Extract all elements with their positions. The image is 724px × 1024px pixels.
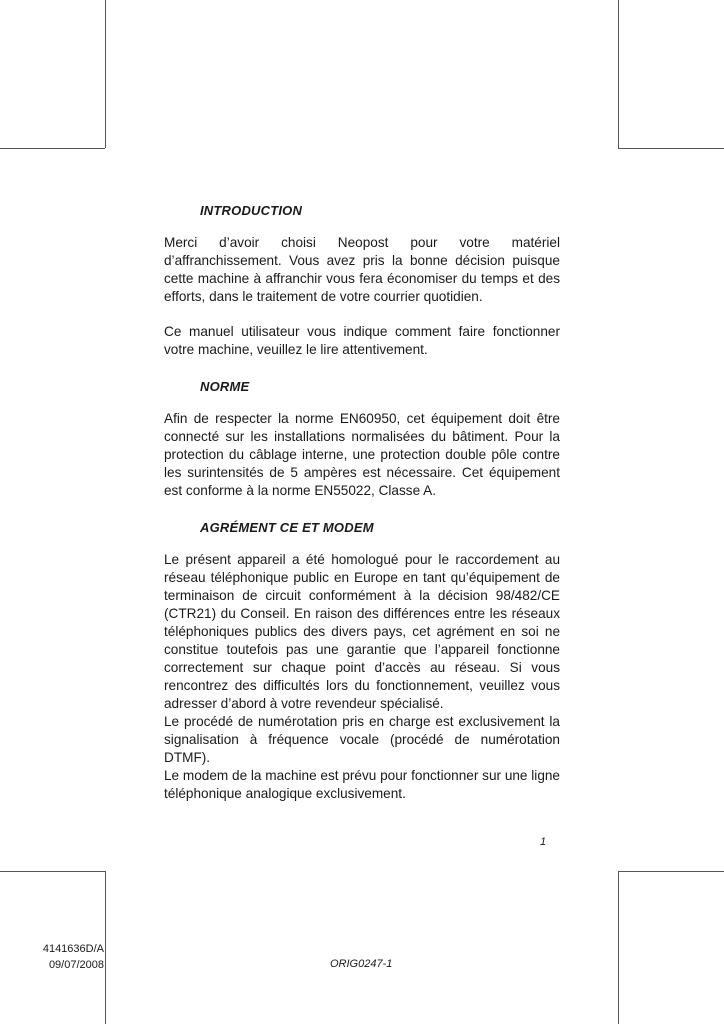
- paragraph: Le procédé de numérotation pris en charge est exclusivement la signalisation à fréquence vocale (procédé de numérotation DTMF).: [164, 714, 560, 765]
- doc-date: 09/07/2008: [48, 959, 104, 971]
- crop-mark: [618, 871, 619, 1024]
- doc-code: 4141636D/A: [42, 943, 104, 955]
- section-heading-introduction: INTRODUCTION: [200, 203, 303, 218]
- crop-mark: [105, 871, 106, 1024]
- paragraph: Ce manuel utilisateur vous indique comment faire fonctionner votre machine, veuillez le lire attentivement.: [164, 324, 560, 357]
- page-number: 1: [540, 836, 547, 848]
- paragraph: Le modem de la machine est prévu pour fonctionner sur une ligne téléphonique analogique exclusivement.: [164, 768, 560, 801]
- crop-mark: [618, 871, 724, 872]
- orig-reference: ORIG0247-1: [330, 958, 393, 970]
- crop-mark: [105, 0, 106, 148]
- document-body: [164, 203, 560, 803]
- paragraph: Merci d’avoir choisi Neopost pour votre matériel d’affranchissement. Vous avez pris la bonne décision puisque cette machine à affranchir vous fera économiser du temps et des efforts, dans le traitement de votre courrier quotidien.: [164, 235, 560, 304]
- paragraph: Le présent appareil a été homologué pour le raccordement au réseau téléphonique public en Europe en tant qu’équipement de terminaison de circuit conformément à la décision 98/482/CE (CTR21) du Conseil. En raison des différences entre les réseaux téléphoniques publics des divers pays, cet agrément en soi ne constitue toutefois pas une garantie que l’appareil fonctionne correctement sur chaque point d’accès au réseau. Si vous rencontrez des difficultés lors du fonctionnement, veuillez vous adresser d’abord à votre revendeur spécialisé.: [164, 552, 560, 711]
- crop-mark: [618, 0, 619, 148]
- crop-mark: [618, 148, 724, 149]
- section-heading-norme: NORME: [200, 379, 250, 394]
- crop-mark: [0, 871, 105, 872]
- paragraph: Afin de respecter la norme EN60950, cet équipement doit être connecté sur les installations normalisées du bâtiment. Pour la protection du câblage interne, une protection double pôle contre les surintensités de 5 ampères est nécessaire. Cet équipement est conforme à la norme EN55022, Classe A.: [164, 411, 560, 498]
- document-reference: [43, 941, 104, 973]
- crop-mark: [0, 148, 105, 149]
- section-heading-agrement: AGRÉMENT CE ET MODEM: [200, 520, 374, 535]
